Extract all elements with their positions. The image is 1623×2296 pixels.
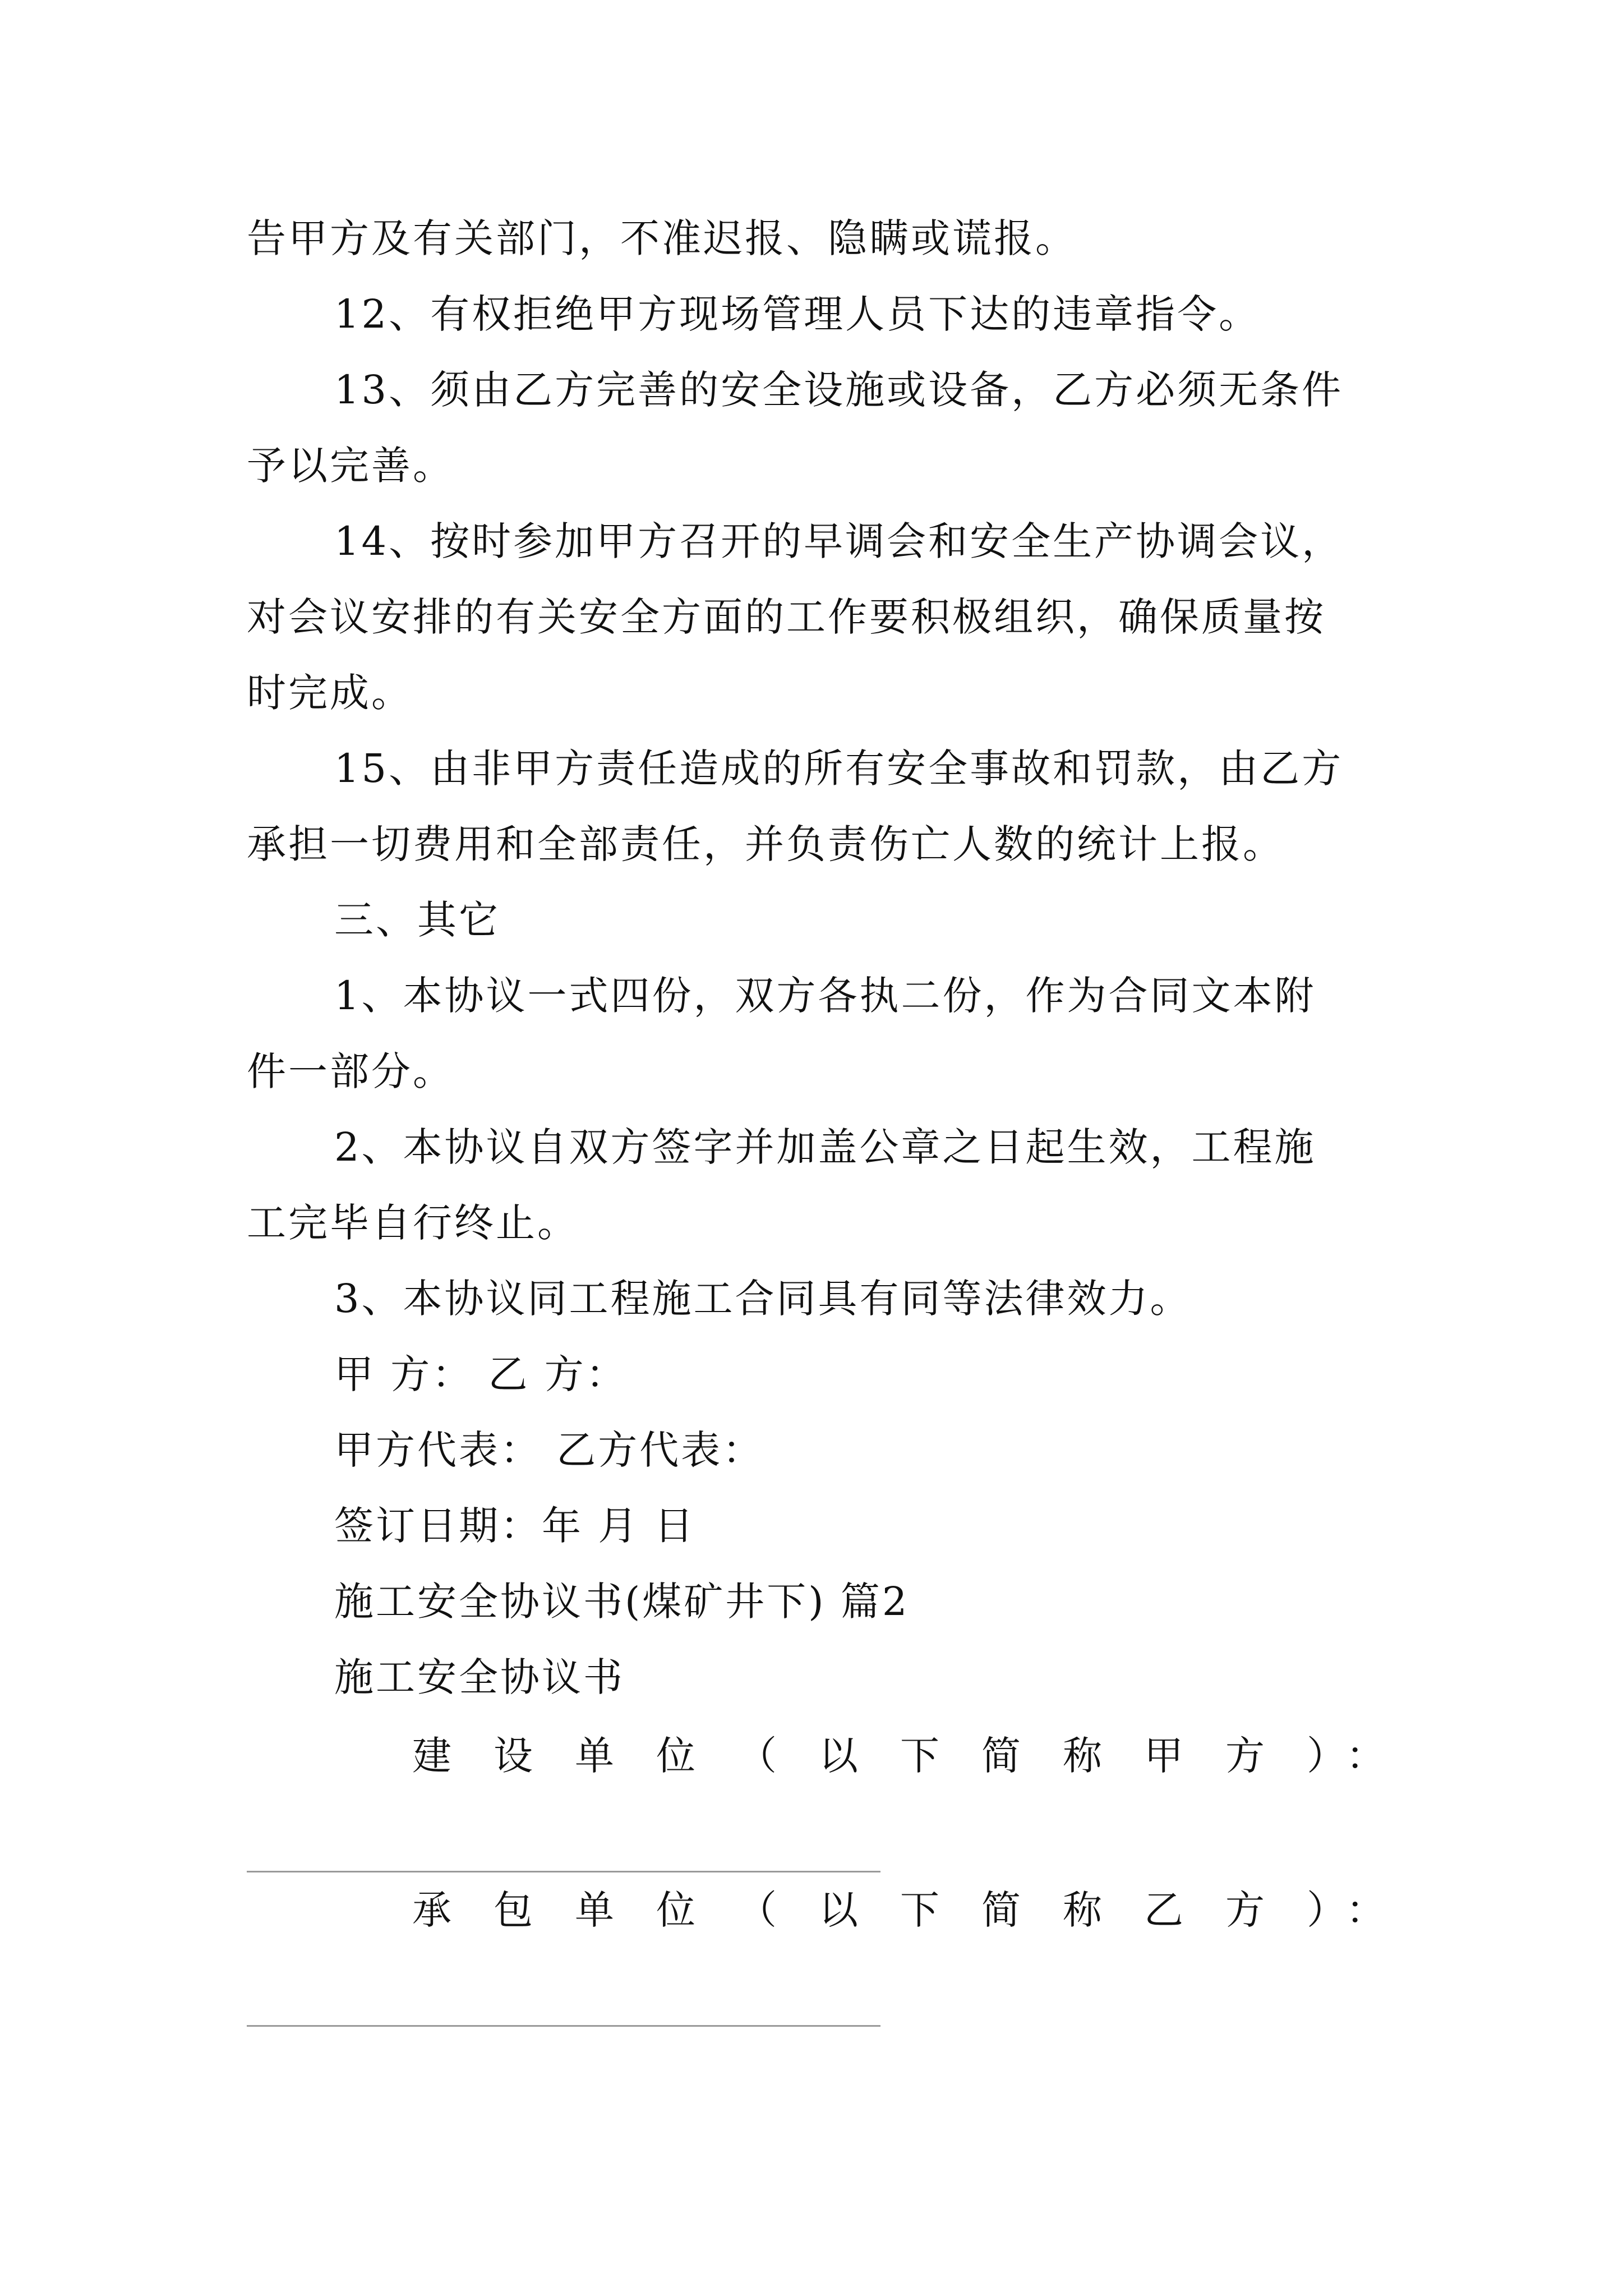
label-char: 承: [412, 1887, 451, 1933]
label-char: 下: [900, 1887, 939, 1933]
document-title: 施工安全协议书: [334, 1654, 625, 1700]
label-char: 以: [819, 1733, 858, 1779]
paragraph-item-13-line1: 13、须由乙方完善的安全设施或设备，乙方必须无条件: [334, 367, 1344, 413]
label-char: ：: [1346, 1733, 1385, 1779]
label-char: 称: [1063, 1733, 1102, 1779]
clause-1-line1: 1、本协议一式四份，双方各执二份，作为合同文本附: [334, 973, 1316, 1019]
label-char: ）: [1307, 1733, 1346, 1779]
clause-3: 3、本协议同工程施工合同具有同等法律效力。: [334, 1276, 1192, 1322]
paragraph-item-15-line1: 15、由非甲方责任造成的所有安全事故和罚款，由乙方: [334, 746, 1344, 792]
paragraph-item-15-line2: 承担一切费用和全部责任，并负责伤亡人数的统计上报。: [247, 821, 1284, 867]
label-char: 方: [1225, 1733, 1265, 1779]
label-char: 位: [656, 1887, 695, 1933]
construction-unit-blank: [247, 1871, 880, 1872]
paragraph-item-14-line2: 对会议安排的有关安全方面的工作要积极组织，确保质量按: [247, 594, 1326, 640]
label-char: 位: [656, 1733, 695, 1779]
label-char: 设: [494, 1733, 533, 1779]
signature-parties: 甲 方： 乙 方：: [334, 1351, 628, 1397]
paragraph-line: 告甲方及有关部门，不准迟报、隐瞒或谎报。: [247, 215, 1077, 261]
paragraph-item-14-line1: 14、按时参加甲方召开的早调会和安全生产协调会议，: [334, 518, 1344, 564]
label-char: 建: [412, 1733, 451, 1779]
clause-1-line2: 件一部分。: [247, 1048, 454, 1094]
label-char: ：: [1346, 1887, 1385, 1933]
paragraph-item-13-line2: 予以完善。: [247, 443, 454, 489]
label-char: 包: [494, 1887, 533, 1933]
clause-2-line2: 工完毕自行终止。: [247, 1200, 579, 1246]
label-char: 甲: [1144, 1733, 1183, 1779]
label-char: 单: [575, 1733, 614, 1779]
label-char: （: [737, 1887, 777, 1933]
label-char: 简: [981, 1887, 1021, 1933]
label-char: 简: [981, 1733, 1021, 1779]
signing-date: 签订日期：年 月 日: [334, 1503, 696, 1549]
label-char: 以: [819, 1887, 858, 1933]
paragraph-item-12: 12、有权拒绝甲方现场管理人员下达的违章指令。: [334, 291, 1261, 337]
contractor-unit-blank: [247, 2025, 880, 2027]
label-char: （: [737, 1733, 777, 1779]
label-char: ）: [1307, 1887, 1346, 1933]
label-char: 方: [1225, 1887, 1265, 1933]
document-title-part2: 施工安全协议书(煤矿井下) 篇2: [334, 1579, 910, 1625]
label-char: 单: [575, 1887, 614, 1933]
signature-representatives: 甲方代表： 乙方代表：: [334, 1427, 764, 1473]
clause-2-line1: 2、本协议自双方签字并加盖公章之日起生效，工程施: [334, 1124, 1316, 1170]
label-char: 乙: [1144, 1887, 1183, 1933]
paragraph-item-14-line3: 时完成。: [247, 670, 413, 716]
section-heading-other: 三、其它: [334, 897, 500, 943]
label-char: 下: [900, 1733, 939, 1779]
label-char: 称: [1063, 1887, 1102, 1933]
